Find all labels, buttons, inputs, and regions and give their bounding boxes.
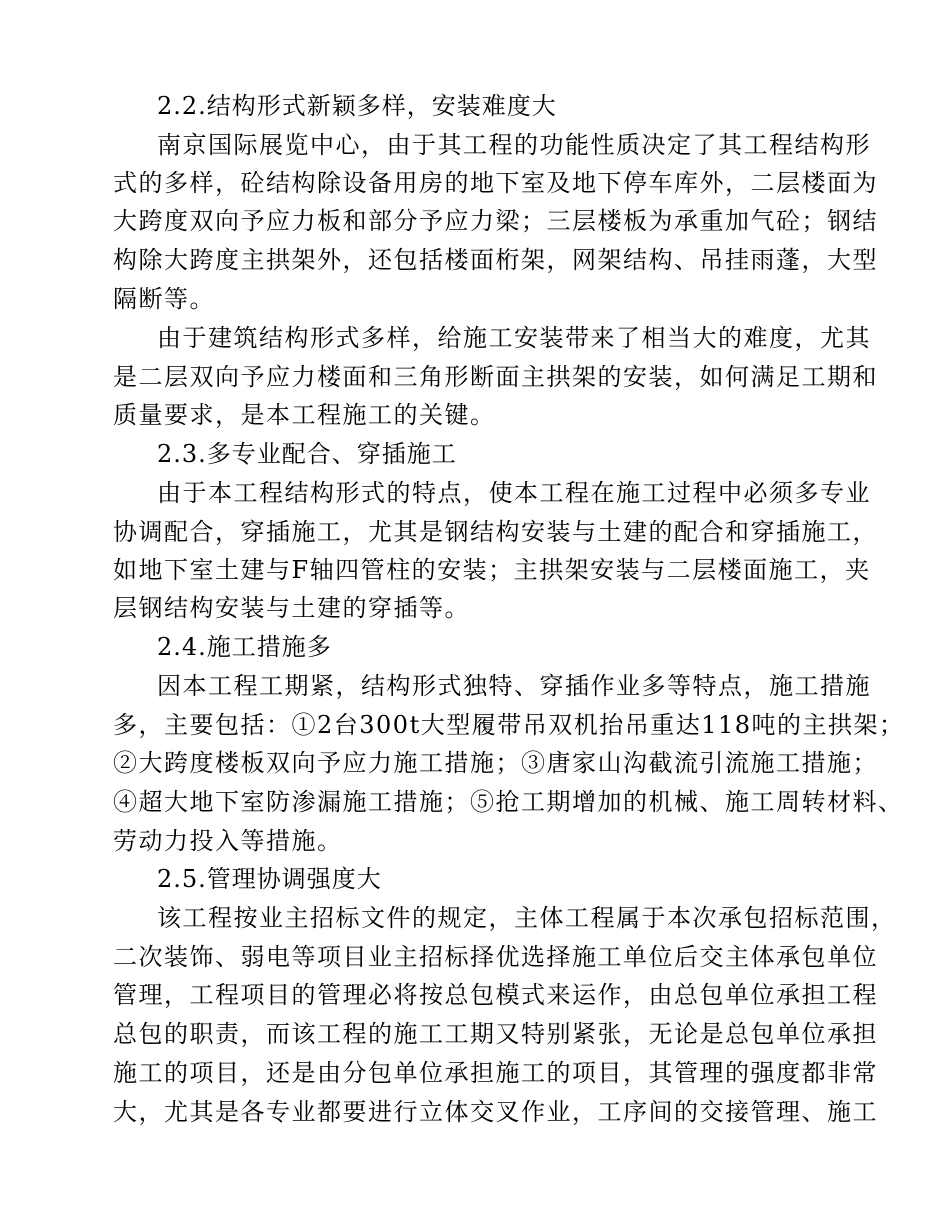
paragraph-line: 大跨度双向予应力板和部分予应力梁；三层楼板为承重加气砼；钢结	[113, 207, 878, 235]
paragraph-line: 如地下室土建与F轴四管柱的安装；主拱架安装与二层楼面施工，夹	[113, 556, 871, 584]
section-heading-2-3: 2.3.多专业配合、穿插施工	[157, 440, 457, 468]
paragraph-line: 劳动力投入等措施。	[113, 827, 343, 855]
paragraph-line: 大，尤其是各专业都要进行立体交叉作业，工序间的交接管理、施工	[113, 1098, 878, 1126]
paragraph-line: ②大跨度楼板双向予应力施工措施；③唐家山沟截流引流施工措施；	[113, 749, 878, 777]
paragraph-line: 隔断等。	[113, 285, 215, 313]
paragraph-line: 由于本工程结构形式的特点，使本工程在施工过程中必须多专业	[157, 479, 871, 507]
paragraph-line: 管理，工程项目的管理必将按总包模式来运作，由总包单位承担工程	[113, 981, 878, 1009]
paragraph-line: 式的多样，砼结构除设备用房的地下室及地下停车库外，二层楼面为	[113, 169, 878, 197]
section-heading-2-5: 2.5.管理协调强度大	[157, 865, 382, 893]
paragraph-line: 是二层双向予应力楼面和三角形断面主拱架的安装，如何满足工期和	[113, 363, 878, 391]
paragraph-line: 层钢结构安装与土建的穿插等。	[113, 594, 470, 622]
paragraph-line: 因本工程工期紧，结构形式独特、穿插作业多等特点，施工措施	[157, 672, 871, 700]
paragraph-line: 质量要求，是本工程施工的关键。	[113, 401, 496, 429]
paragraph-line: 施工的项目，还是由分包单位承担施工的项目，其管理的强度都非常	[113, 1059, 878, 1087]
paragraph-line: 二次装饰、弱电等项目业主招标择优选择施工单位后交主体承包单位	[113, 943, 878, 971]
paragraph-line: 南京国际展览中心，由于其工程的功能性质决定了其工程结构形	[157, 131, 871, 159]
paragraph-line: 由于建筑结构形式多样，给施工安装带来了相当大的难度，尤其	[157, 324, 871, 352]
paragraph-line: ④超大地下室防渗漏施工措施；⑤抢工期增加的机械、施工周转材料、	[113, 788, 904, 816]
paragraph-line: 总包的职责，而该工程的施工工期又特别紧张，无论是总包单位承担	[113, 1020, 878, 1048]
paragraph-line: 多，主要包括：①2台300t大型履带吊双机抬吊重达118吨的主拱架；	[113, 711, 905, 739]
section-heading-2-4: 2.4.施工措施多	[157, 633, 332, 661]
paragraph-line: 构除大跨度主拱架外，还包括楼面桁架，网架结构、吊挂雨蓬，大型	[113, 246, 878, 274]
paragraph-line: 该工程按业主招标文件的规定，主体工程属于本次承包招标范围，	[157, 904, 897, 932]
section-heading-2-2: 2.2.结构形式新颖多样，安装难度大	[157, 92, 557, 120]
paragraph-line: 协调配合，穿插施工，尤其是钢结构安装与土建的配合和穿插施工，	[113, 518, 878, 546]
